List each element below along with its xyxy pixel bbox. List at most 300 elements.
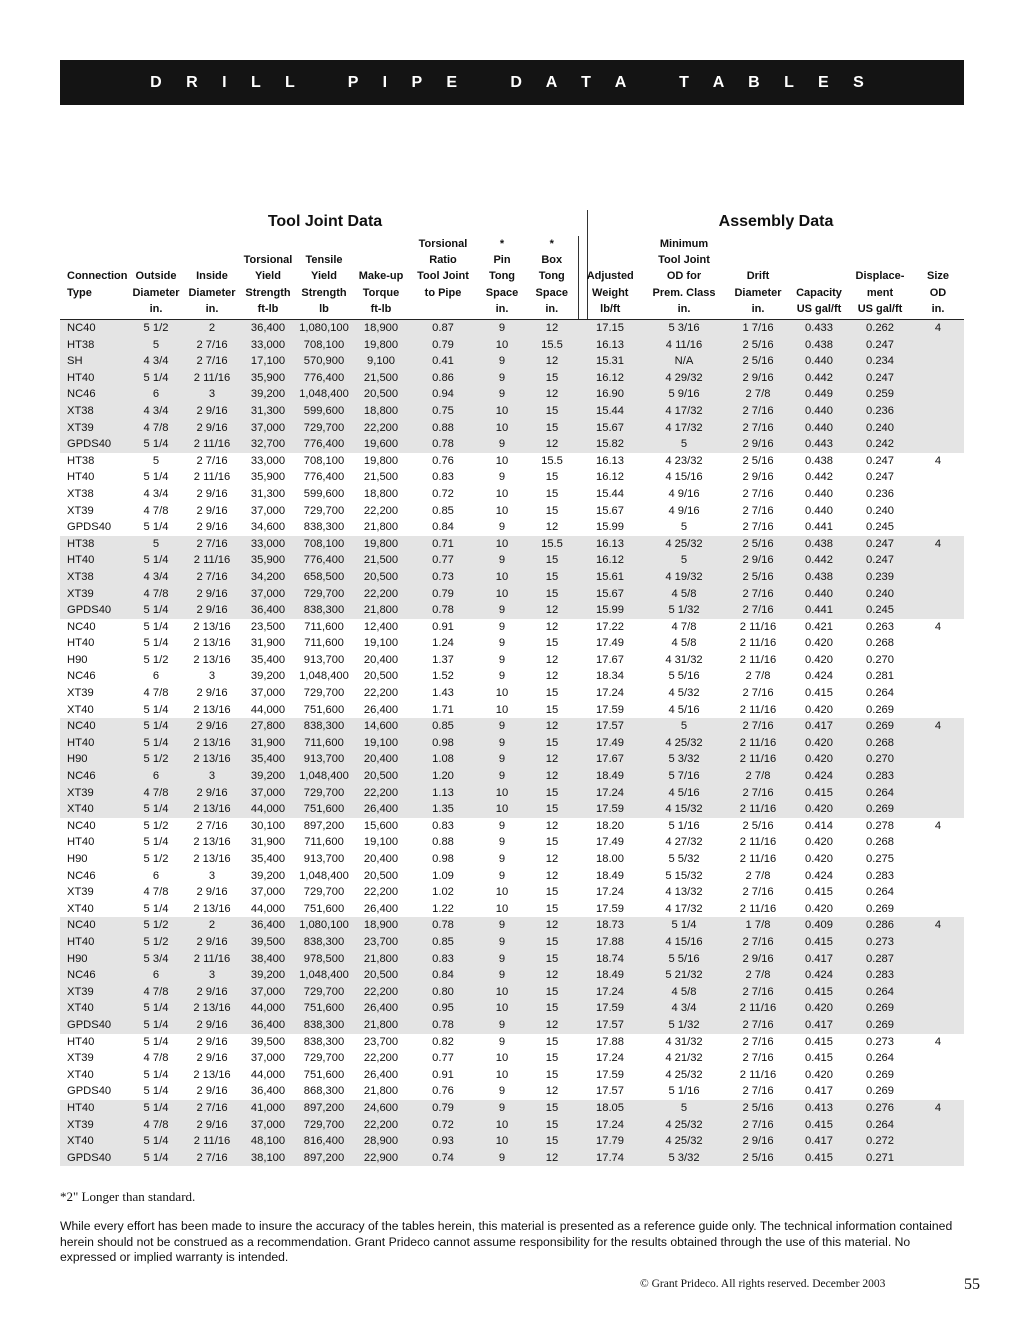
table-cell: 4 17/32: [642, 403, 726, 420]
table-cell: 4 5/8: [671, 637, 697, 650]
column-header-line: in.: [677, 302, 691, 315]
table-cell: 1,048,400: [294, 967, 354, 984]
table-cell: 15: [526, 1100, 578, 1117]
table-cell: 4 25/32: [642, 735, 726, 752]
table-row: [60, 353, 964, 370]
table-cell: 729,700: [303, 687, 345, 700]
table-cell: 15: [545, 1035, 559, 1048]
table-cell: 1.24: [432, 637, 454, 650]
table-cell: 978,500: [294, 951, 354, 968]
table-cell: 20,500: [354, 569, 408, 586]
table-cell: 711,600: [304, 836, 344, 849]
table-cell: 20,500: [354, 768, 408, 785]
table-cell: 0.264: [866, 886, 894, 899]
table-cell: 5 1/4: [143, 902, 169, 915]
table-cell: 1.37: [432, 653, 454, 666]
table-cell: 1,048,400: [299, 869, 349, 882]
table-cell: 17.22: [596, 620, 624, 633]
column-header-line: ment: [866, 286, 894, 299]
table-cell: 1,048,400: [299, 670, 349, 683]
table-cell: 16.13: [578, 337, 642, 354]
size-od-cell: 4: [912, 718, 964, 735]
table-row: [60, 1050, 964, 1067]
table-cell: XT40: [60, 801, 130, 818]
table-cell: 711,600: [304, 637, 344, 650]
column-header-line: [579, 236, 643, 252]
size-od-cell: [912, 503, 964, 520]
table-row: [60, 320, 964, 337]
table-cell: 2 5/16: [742, 454, 774, 467]
table-cell: 2 7/16: [726, 602, 790, 619]
table-cell: 0.409: [790, 917, 848, 934]
size-od-cell: [912, 386, 964, 403]
table-cell: 0.415: [790, 785, 848, 802]
table-row: [60, 951, 964, 968]
table-cell: 26,400: [363, 1068, 399, 1081]
table-cell: 897,200: [303, 819, 345, 832]
table-cell: 9: [498, 869, 506, 882]
size-od-cell: [912, 1017, 964, 1034]
table-cell: 5 1/2: [143, 653, 169, 666]
table-cell: 22,200: [354, 420, 408, 437]
size-od-cell: [912, 967, 964, 984]
table-cell: 0.83: [432, 471, 454, 484]
table-cell: 39,200: [250, 869, 286, 882]
column-header-line: [408, 301, 478, 317]
table-cell: 0.270: [848, 751, 912, 768]
table-cell: 2 9/16: [726, 552, 790, 569]
column-header-line: Strength: [245, 286, 291, 299]
table-cell: 18.34: [596, 670, 624, 683]
table-row: [60, 768, 964, 785]
size-od-cell: 4: [934, 819, 942, 832]
table-cell: 0.424: [805, 869, 833, 882]
table-cell: 15: [526, 1133, 578, 1150]
table-cell: 4 31/32: [665, 1035, 703, 1048]
table-cell: 12: [526, 751, 578, 768]
table-cell: 1.08: [408, 751, 478, 768]
table-cell: 2 7/16: [726, 403, 790, 420]
table-cell: 1.43: [432, 687, 454, 700]
table-row: [60, 917, 964, 934]
table-cell: HT40: [60, 370, 130, 387]
table-cell: 5 1/4: [130, 552, 182, 569]
table-cell: 17.24: [596, 1052, 624, 1065]
table-cell: 2 9/16: [726, 370, 790, 387]
size-od-cell: [912, 1000, 964, 1017]
table-cell: 729,700: [294, 420, 354, 437]
size-od-cell: [912, 569, 964, 586]
table-cell: 2: [182, 320, 242, 337]
table-cell: 0.420: [790, 1000, 848, 1017]
table-cell: 37,000: [242, 1117, 294, 1134]
table-cell: 2 11/16: [739, 902, 777, 915]
column-header-line: OD for: [666, 270, 702, 283]
column-header-line: [726, 236, 790, 252]
table-cell: NC40: [67, 620, 96, 633]
table-cell: 5: [152, 454, 160, 467]
table-cell: 0.415: [790, 1150, 848, 1167]
table-cell: 41,000: [242, 1100, 294, 1117]
table-cell: 31,900: [242, 735, 294, 752]
table-cell: 5 1/16: [668, 819, 700, 832]
column-header: [294, 236, 354, 320]
footnote: *2" Longer than standard.: [60, 1189, 196, 1204]
banner-title: D R I L L P I P E D A T A T A B L E S: [150, 73, 874, 91]
table-cell: 0.247: [848, 536, 912, 553]
column-header-line: Size: [926, 270, 949, 283]
table-row: [60, 718, 964, 735]
table-cell: 751,600: [303, 1068, 345, 1081]
table-cell: 9: [498, 471, 506, 484]
table-cell: 5 1/4: [143, 471, 169, 484]
table-cell: NC46: [60, 967, 130, 984]
table-cell: 2 7/16: [726, 718, 790, 735]
table-cell: 4 17/32: [665, 902, 703, 915]
table-cell: 22,200: [354, 785, 408, 802]
table-cell: 9: [478, 1017, 526, 1034]
table-cell: XT39: [67, 886, 94, 899]
table-cell: 2 7/16: [742, 886, 774, 899]
table-cell: 5: [130, 337, 182, 354]
size-od-cell: 4: [912, 536, 964, 553]
table-row: [60, 552, 964, 569]
table-cell: 9: [478, 1100, 526, 1117]
table-cell: 5 1/4: [143, 1068, 169, 1081]
table-cell: 19,800: [354, 337, 408, 354]
size-od-cell: [912, 768, 964, 785]
table-cell: 2 5/16: [742, 819, 774, 832]
table-cell: 17.24: [578, 984, 642, 1001]
table-cell: 5 21/32: [642, 967, 726, 984]
column-header-line: Ratio: [429, 254, 457, 267]
table-cell: HT40: [67, 1035, 95, 1048]
table-cell: HT40: [67, 637, 95, 650]
table-cell: 15: [526, 735, 578, 752]
column-header-line: Diameter: [188, 286, 236, 299]
table-cell: 2 9/16: [182, 1017, 242, 1034]
table-cell: 2 7/16: [182, 536, 242, 553]
table-cell: 4 7/8: [130, 785, 182, 802]
column-header: [912, 236, 964, 320]
table-cell: 18.49: [578, 967, 642, 984]
table-cell: GPDS40: [60, 1150, 130, 1167]
table-cell: 2 5/16: [726, 353, 790, 370]
table-cell: 2 7/16: [742, 1085, 774, 1098]
table-cell: 838,300: [294, 718, 354, 735]
table-cell: 9: [498, 1085, 506, 1098]
table-cell: 37,000: [250, 504, 286, 517]
table-cell: 4 17/32: [642, 420, 726, 437]
table-cell: 16.13: [578, 536, 642, 553]
table-cell: 15,600: [363, 819, 399, 832]
column-header-line: [790, 252, 848, 268]
column-header-line: [354, 236, 408, 252]
table-cell: 5: [680, 521, 688, 534]
table-cell: 2 9/16: [196, 687, 228, 700]
table-cell: 2 11/16: [739, 836, 777, 849]
table-cell: 36,400: [242, 1017, 294, 1034]
table-cell: XT39: [60, 1117, 130, 1134]
table-cell: 0.440: [790, 586, 848, 603]
table-cell: NC40: [60, 718, 130, 735]
table-cell: 12: [526, 353, 578, 370]
table-cell: HT40: [60, 735, 130, 752]
table-cell: 913,700: [294, 751, 354, 768]
table-cell: 2 9/16: [182, 718, 242, 735]
table-cell: 9: [478, 552, 526, 569]
table-cell: 3: [182, 386, 242, 403]
table-cell: N/A: [642, 353, 726, 370]
table-cell: 0.273: [848, 934, 912, 951]
table-cell: 9: [478, 951, 526, 968]
table-row: [60, 453, 964, 470]
table-cell: 2 5/16: [726, 569, 790, 586]
table-cell: 0.93: [408, 1133, 478, 1150]
table-cell: 39,500: [242, 934, 294, 951]
table-cell: 10: [478, 785, 526, 802]
table-cell: 2 9/16: [196, 1052, 228, 1065]
table-cell: 2 11/16: [739, 1068, 777, 1081]
table-cell: 19,800: [354, 536, 408, 553]
table-cell: GPDS40: [60, 436, 130, 453]
table-cell: 2 7/16: [182, 1150, 242, 1167]
table-row: [60, 884, 964, 901]
table-cell: 913,700: [303, 853, 345, 866]
table-cell: 2 7/16: [742, 504, 774, 517]
column-header-line: *: [499, 238, 505, 250]
column-header-line: in.: [205, 302, 219, 315]
table-cell: 21,500: [354, 370, 408, 387]
table-cell: 9: [498, 620, 506, 633]
table-cell: 599,600: [303, 487, 345, 500]
table-row: [60, 1100, 964, 1117]
table-cell: 31,900: [250, 637, 286, 650]
table-cell: 0.420: [805, 703, 833, 716]
table-cell: 0.269: [866, 1085, 894, 1098]
table-cell: 2 5/16: [726, 337, 790, 354]
table-cell: 15.67: [578, 586, 642, 603]
table-cell: 897,200: [294, 1100, 354, 1117]
table-cell: 17.88: [578, 934, 642, 951]
table-cell: 0.87: [408, 320, 478, 337]
table-cell: 5 9/16: [642, 386, 726, 403]
table-cell: 0.76: [432, 1085, 454, 1098]
table-cell: 4 21/32: [665, 1052, 703, 1065]
table-cell: 1,048,400: [294, 768, 354, 785]
table-cell: 0.275: [866, 853, 894, 866]
table-cell: 4 5/8: [642, 984, 726, 1001]
table-cell: 9: [478, 320, 526, 337]
table-cell: 23,500: [250, 620, 286, 633]
column-header-line: [848, 236, 912, 252]
table-cell: 2 11/16: [726, 751, 790, 768]
size-od-cell: [912, 420, 964, 437]
table-cell: 5 1/4: [143, 703, 169, 716]
table-cell: 20,500: [354, 386, 408, 403]
table-cell: 0.245: [848, 602, 912, 619]
table-cell: 44,000: [250, 703, 286, 716]
table-cell: 2 13/16: [182, 801, 242, 818]
table-cell: 2 9/16: [182, 934, 242, 951]
table-cell: 5 3/4: [130, 951, 182, 968]
table-cell: 2 11/16: [182, 552, 242, 569]
table-cell: 21,800: [354, 1017, 408, 1034]
table-cell: 729,700: [294, 1117, 354, 1134]
size-od-cell: [912, 1050, 964, 1067]
table-cell: 4 27/32: [665, 836, 703, 849]
table-cell: 0.264: [866, 687, 894, 700]
table-cell: 0.247: [866, 454, 894, 467]
table-cell: 10: [495, 504, 509, 517]
table-cell: 913,700: [303, 653, 345, 666]
table-cell: 17.57: [596, 1085, 624, 1098]
table-row: [60, 652, 964, 669]
table-cell: 37,000: [250, 1052, 286, 1065]
table-cell: 0.98: [408, 735, 478, 752]
column-header-line: US gal/ft: [796, 302, 842, 315]
table-cell: 0.236: [866, 487, 894, 500]
table-cell: 2 13/16: [193, 637, 231, 650]
table-cell: 44,000: [242, 801, 294, 818]
table-cell: 5 7/16: [642, 768, 726, 785]
table-cell: 5: [642, 552, 726, 569]
table-cell: 31,300: [250, 487, 286, 500]
table-cell: NC46: [60, 386, 130, 403]
size-od-cell: [912, 486, 964, 503]
table-cell: 4 3/4: [143, 487, 169, 500]
table-cell: 15.44: [596, 487, 624, 500]
table-cell: 0.269: [866, 902, 894, 915]
table-cell: 2 7/16: [182, 1100, 242, 1117]
table-cell: 5 1/4: [143, 521, 169, 534]
table-cell: 4 7/8: [143, 687, 169, 700]
table-cell: 9: [478, 768, 526, 785]
size-od-cell: [912, 403, 964, 420]
table-cell: 4 3/4: [130, 569, 182, 586]
table-cell: 2 9/16: [196, 1085, 228, 1098]
table-cell: 15.99: [578, 602, 642, 619]
table-cell: 35,900: [242, 370, 294, 387]
column-header-line: [130, 252, 182, 268]
table-cell: 9: [478, 370, 526, 387]
table-cell: 9: [498, 653, 506, 666]
table-cell: 5 1/2: [130, 320, 182, 337]
table-cell: 2 7/16: [742, 687, 774, 700]
table-cell: 0.84: [408, 967, 478, 984]
table-cell: 12: [526, 1017, 578, 1034]
column-header-line: Yield: [311, 270, 337, 283]
table-cell: NC40: [60, 917, 130, 934]
table-cell: 16.90: [578, 386, 642, 403]
table-cell: 0.272: [848, 1133, 912, 1150]
table-cell: 4 23/32: [665, 454, 703, 467]
column-header-line: Tool Joint: [658, 254, 710, 267]
table-cell: 2 7/8: [726, 768, 790, 785]
page-banner: [60, 60, 964, 105]
column-header-line: Type: [67, 286, 92, 299]
table-cell: 39,200: [242, 768, 294, 785]
table-cell: 0.84: [432, 521, 454, 534]
table-cell: 0.424: [790, 967, 848, 984]
table-cell: 37,000: [242, 420, 294, 437]
table-cell: 0.83: [408, 951, 478, 968]
table-cell: 21,800: [363, 1085, 399, 1098]
table-cell: 5 1/4: [143, 1085, 169, 1098]
table-cell: 15.5: [526, 337, 578, 354]
table-cell: 5 1/4: [130, 370, 182, 387]
table-cell: 0.98: [432, 853, 454, 866]
column-header: [642, 236, 726, 320]
table-cell: 2 7/8: [745, 670, 771, 683]
table-cell: 0.442: [790, 552, 848, 569]
table-cell: 9: [478, 934, 526, 951]
table-cell: 0.78: [408, 436, 478, 453]
table-cell: 4 7/8: [143, 504, 169, 517]
table-cell: 1 7/16: [726, 320, 790, 337]
table-cell: 0.263: [866, 620, 894, 633]
table-cell: 0.264: [866, 1052, 894, 1065]
table-cell: XT40: [60, 1133, 130, 1150]
table-cell: 12: [526, 436, 578, 453]
column-header-line: in.: [149, 302, 163, 315]
table-cell: 0.88: [432, 836, 454, 849]
table-cell: 4 9/16: [668, 504, 700, 517]
table-cell: XT40: [67, 902, 94, 915]
table-cell: GPDS40: [67, 1085, 112, 1098]
table-cell: 15: [526, 1117, 578, 1134]
column-header-line: [579, 252, 643, 268]
table-cell: H90: [67, 653, 88, 666]
table-cell: 17.15: [578, 320, 642, 337]
column-header: [130, 236, 182, 320]
table-cell: 12: [545, 653, 559, 666]
table-cell: 0.239: [848, 569, 912, 586]
table-cell: 5 1/4: [143, 1035, 169, 1048]
table-cell: 12: [545, 620, 559, 633]
table-cell: 0.240: [866, 504, 894, 517]
column-header: [242, 236, 294, 320]
table-cell: HT40: [67, 836, 95, 849]
table-cell: 18,800: [363, 487, 399, 500]
table-cell: 0.79: [408, 586, 478, 603]
column-header-line: Space: [535, 286, 568, 299]
table-cell: 2 11/16: [193, 471, 231, 484]
table-cell: 751,600: [294, 1000, 354, 1017]
table-cell: 33,000: [242, 536, 294, 553]
table-cell: 4 13/32: [665, 886, 703, 899]
table-cell: XT39: [60, 420, 130, 437]
table-cell: 15: [545, 687, 559, 700]
table-cell: 658,500: [294, 569, 354, 586]
table-cell: 15: [545, 487, 559, 500]
table-cell: 1,080,100: [294, 917, 354, 934]
table-cell: 2 11/16: [739, 620, 777, 633]
table-cell: 6: [152, 869, 160, 882]
table-cell: 18.49: [578, 768, 642, 785]
column-header: [182, 236, 242, 320]
table-row: [60, 702, 964, 719]
column-header-line: Box: [541, 254, 563, 267]
header-row: [60, 236, 964, 320]
table-cell: 0.438: [790, 536, 848, 553]
table-cell: 17.57: [578, 718, 642, 735]
size-od-cell: [912, 668, 964, 685]
table-cell: 12: [545, 869, 559, 882]
table-cell: 10: [495, 1068, 509, 1081]
table-cell: 15: [526, 403, 578, 420]
table-cell: 776,400: [294, 436, 354, 453]
